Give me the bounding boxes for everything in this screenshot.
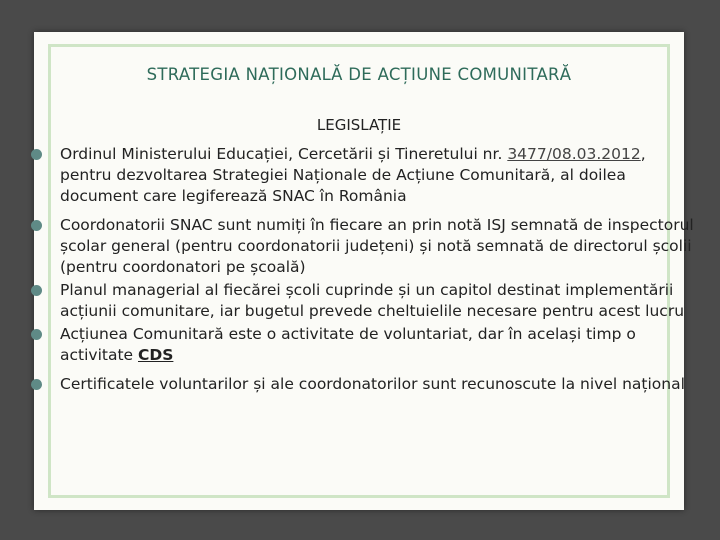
item-text: , pentru dezvoltarea Strategiei Naționale de Acțiune Comunitară, al doilea document care legiferează SNAC în România	[60, 145, 646, 205]
item-text: Certificatele voluntarilor și ale coordonatorilor sunt recunoscute la nivel național	[60, 375, 685, 393]
paper-card	[34, 32, 694, 510]
list-item	[34, 215, 694, 278]
item-text: Planul managerial al fiecărei școli cuprinde și un capitol destinat implementării acțiunii comunitare, iar bugetul prevede cheltuielile necesare pentru acest lucru	[60, 281, 685, 320]
list-item	[34, 324, 694, 366]
bullet-list	[34, 144, 694, 397]
list-item	[34, 144, 694, 207]
bullet-icon	[31, 149, 42, 160]
cds-emphasis: CDS	[138, 346, 174, 364]
item-text: Coordonatorii SNAC sunt numiți în fiecare an prin notă ISJ semnată de inspectorul școlar general (pentru coordonatorii județeni) și notă semnată de directorul școlii (pentru coordonatori pe școală)	[60, 216, 694, 276]
list-item	[34, 374, 694, 395]
list-item	[34, 280, 694, 322]
item-text: Acțiunea Comunitară este o activitate de voluntariat, dar în același timp o activitate	[60, 325, 636, 364]
bullet-icon	[31, 220, 42, 231]
order-number-link[interactable]: 3477/08.03.2012	[507, 145, 641, 163]
section-heading: LEGISLAȚIE	[316, 116, 402, 134]
bullet-icon	[31, 379, 42, 390]
slide-title: STRATEGIA NAȚIONALĂ DE ACȚIUNE COMUNITARĂ	[146, 65, 572, 84]
bullet-icon	[31, 285, 42, 296]
item-text: Ordinul Ministerului Educației, Cercetării și Tineretului nr.	[60, 145, 508, 163]
bullet-icon	[31, 329, 42, 340]
